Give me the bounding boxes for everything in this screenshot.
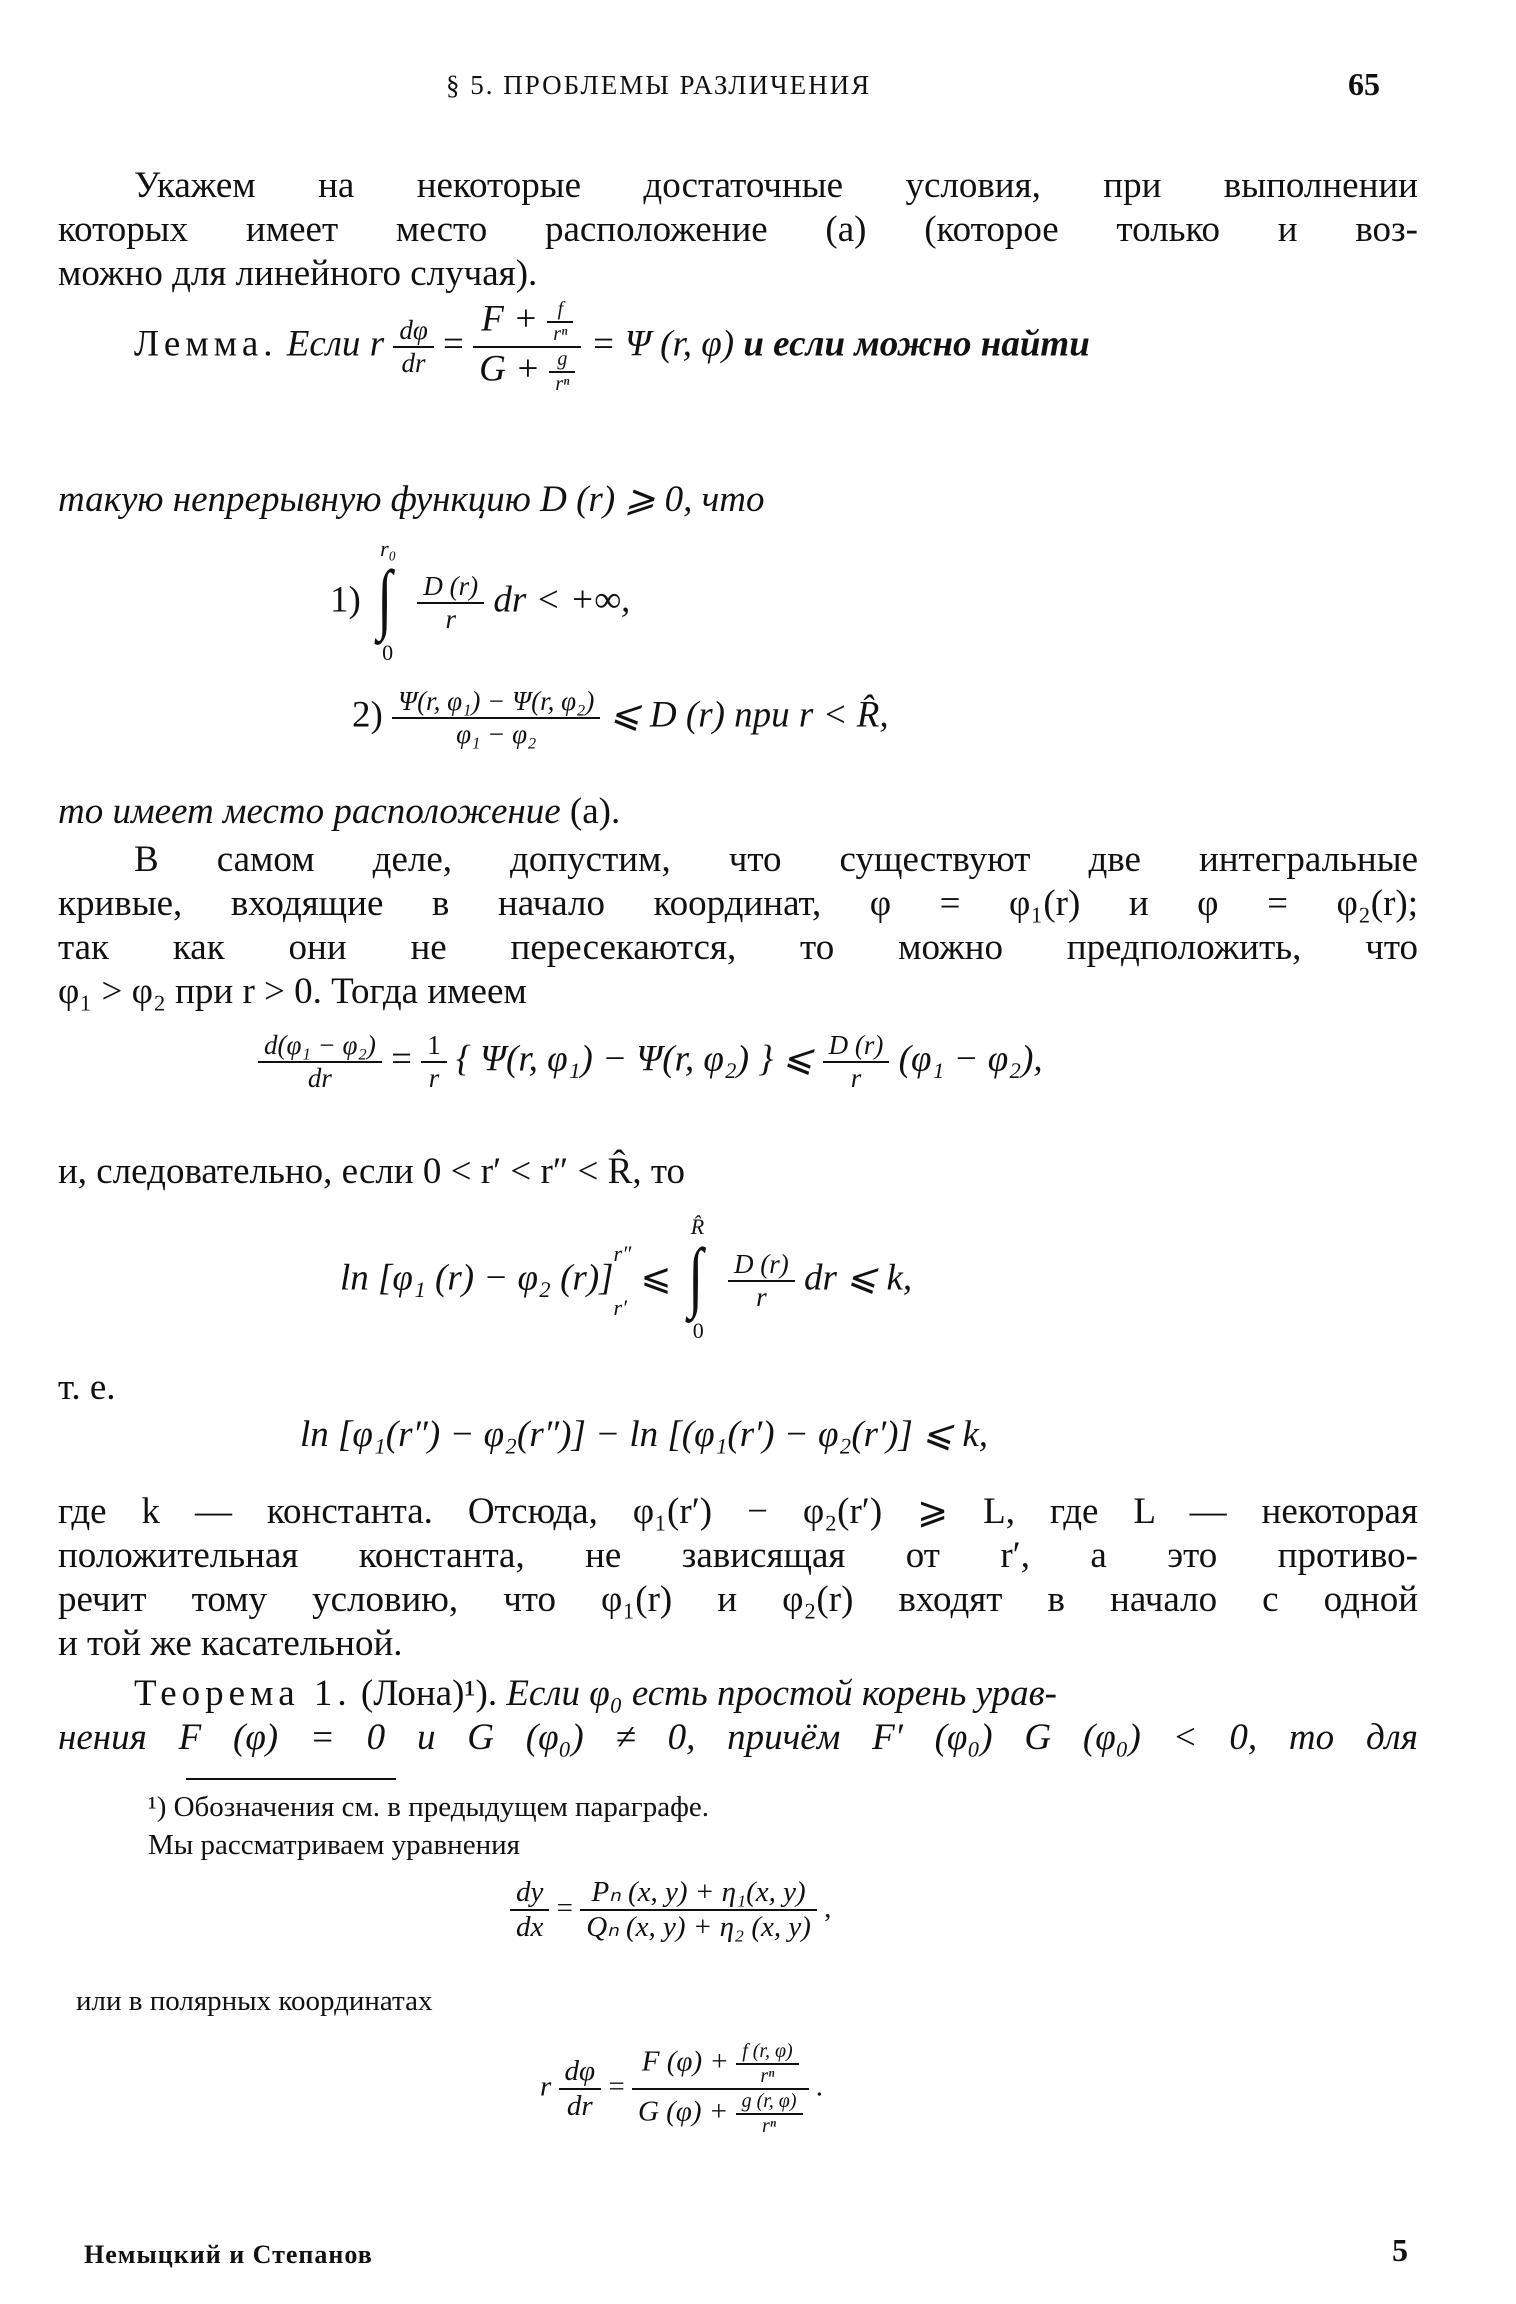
lemma-main-fraction: F + $\frac{f}{\text{rⁿ}}$ G + $\frac{g}{\text{rⁿ}}$	[473, 298, 581, 396]
paragraph-line: и, следовательно, если 0 < r′ < r″ < R̂, то	[58, 1151, 686, 1192]
footnote-line: или в полярных координатах	[76, 1985, 433, 2017]
paragraph-line: φ₁ > φ₂ при r > 0. Тогда имеем	[58, 971, 527, 1012]
paragraph-line: где k — константа. Отсюда, φ₁(r′) − φ₂(r′) ⩾ L, где L — некоторая	[58, 1491, 1418, 1532]
paragraph-line: В самом деле, допустим, что существуют две интегральные	[134, 839, 1418, 880]
footnote-line: Мы рассматриваем уравнения	[148, 1829, 520, 1861]
signature-authors: Немыцкий и Степанов	[84, 2240, 373, 2269]
footnote-rule	[186, 1778, 396, 1780]
paragraph-line: положительная константа, не зависящая от r′, а это противо-	[58, 1535, 1418, 1576]
lemma-line-2: такую непрерывную функцию D (r) ⩾ 0, что	[58, 479, 765, 520]
paragraph-line: которых имеет место расположение (а) (которое только и воз-	[58, 209, 1418, 250]
signature-number: 5	[1392, 2232, 1408, 2268]
condition-1: 1) ∫ r₀ 0 $\frac{D (r)}{r}$ dr < +∞,	[330, 536, 631, 665]
page-number: 65	[1348, 66, 1380, 102]
lemma-statement: Лемма. Если r $\frac{d\varphi}{dr}$ = F + $\frac{f}{\text{rⁿ}}$ G + $\frac{g}{\text{rⁿ}}$ = Ψ (r, φ) и если можно найти	[134, 298, 1090, 395]
paragraph-line: Укажем на некоторые достаточные условия, при выполнении	[134, 165, 1418, 206]
paragraph-line: кривые, входящие в начало координат, φ = φ₁(r) и φ = φ₂(r);	[58, 883, 1418, 924]
theorem-name: (Лона)¹).	[360, 1673, 498, 1714]
paragraph-line: и той же касательной.	[58, 1623, 403, 1664]
integral-sign: ∫ R̂ 0	[688, 1214, 705, 1343]
theorem-line-1: Теорема 1. (Лона)¹). Если φ₀ есть простой корень урав-	[134, 1673, 1057, 1714]
lemma-derivative: $\frac{d\varphi}{dr}$	[393, 315, 433, 379]
paragraph-line: так как они не пересекаются, то можно предположить, что	[58, 927, 1418, 968]
lemma-conclusion: то имеет место расположение (а).	[58, 791, 621, 832]
lemma-and: и если можно найти	[743, 323, 1090, 365]
lemma-label: Лемма.	[134, 323, 278, 365]
equation-2: ln [φ₁ (r) − φ₂ (r)] r″ r′ ⩽ ∫ R̂ 0 $\frac{D (r)}{r}$ dr ⩽ k,	[340, 1214, 913, 1343]
footnote-line: ¹) Обозначения см. в предыдущем параграфе.	[148, 1791, 709, 1823]
te-text: т. е.	[58, 1367, 116, 1408]
integral-sign: ∫ r₀ 0	[377, 536, 397, 665]
footnote-equation-b: r $\frac{d\varphi}{dr}$ = F (φ) + $\frac{f (r, \varphi)}{\text{rⁿ}}$ G (φ) + $\frac{g (r, \varphi)}{\text{rⁿ}}$ .	[540, 2040, 824, 2137]
equation-3: ln [φ₁(r″) − φ₂(r″)] − ln [(φ₁(r′) − φ₂(r′)] ⩽ k,	[300, 1414, 989, 1455]
theorem-line-2: нения F (φ) = 0 и G (φ₀) ≠ 0, причём F′ (φ₀) G (φ₀) < 0, то для	[58, 1717, 1418, 1758]
lemma-r: r	[369, 323, 385, 365]
lemma-if: Если	[286, 323, 361, 365]
condition-2: 2) $\frac{\text{Ψ(r, φ₁) − Ψ(r, φ₂)}}{\text{φ₁ − φ₂}}$ ⩽ D (r) при r < R̂,	[352, 686, 889, 750]
running-head: § 5. ПРОБЛЕМЫ РАЗЛИЧЕНИЯ	[446, 70, 872, 100]
footnote-equation-a: $\frac{dy}{dx}$ = $\frac{\text{Pₙ (x, y) + η₁(x, y)}}{\text{Qₙ (x, y) + η₂ (x, y)}}$ ,	[510, 1876, 831, 1945]
lemma-rhs: = Ψ (r, φ)	[590, 323, 735, 365]
theorem-label: Теорема 1.	[134, 1673, 352, 1714]
equation-1: $\frac{\text{d(φ₁ − φ₂)}}{dr}$ = $\frac{1}{r}$ { Ψ(r, φ₁) − Ψ(r, φ₂) } ⩽ $\frac{D (r)}{r}$ (φ₁ − φ₂),	[258, 1030, 1043, 1094]
paragraph-line: можно для линейного случая).	[58, 253, 538, 294]
paragraph-line: речит тому условию, что φ₁(r) и φ₂(r) входят в начало с одной	[58, 1579, 1418, 1620]
